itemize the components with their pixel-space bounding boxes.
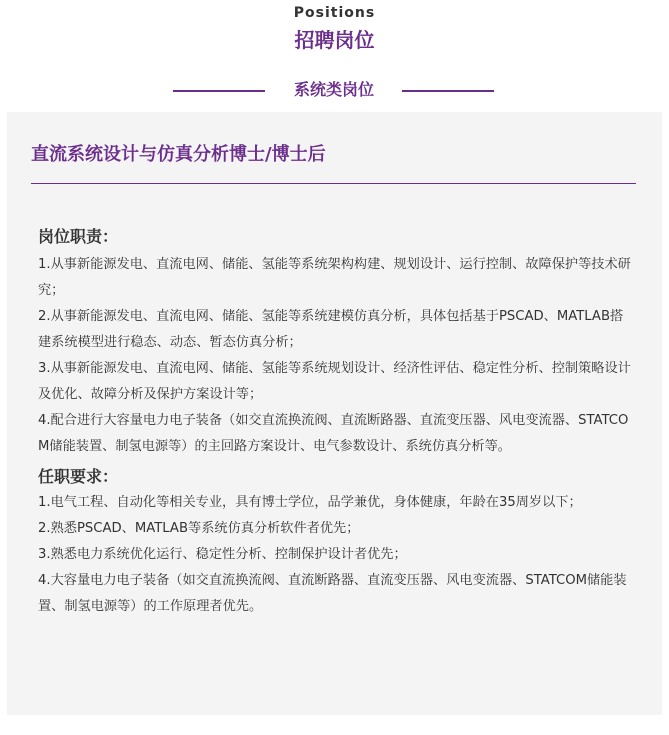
category-label: 系统类岗位 bbox=[293, 80, 374, 99]
category-heading bbox=[0, 78, 669, 102]
requirement-item: 1.电气工程、自动化等相关专业，具有博士学位，品学兼优，身体健康，年龄在35周岁以下； bbox=[38, 495, 582, 510]
header-title-cn: 招聘岗位 bbox=[294, 28, 375, 52]
requirement-item: 2.熟悉PSCAD、MATLAB等系统仿真分析软件者优先； bbox=[38, 521, 360, 536]
header-title-en: Positions bbox=[293, 5, 376, 21]
duties-section bbox=[38, 224, 636, 460]
requirement-item: 4.大容量电力电子装备（如交直流换流阀、直流断路器、直流变压器、风电变流器、STATCOM储能装置、制氢电源等）的工作原理者优先。 bbox=[38, 573, 627, 614]
duties-heading: 岗位职责： bbox=[38, 227, 119, 246]
duty-item: 1.从事新能源发电、直流电网、储能、氢能等系统架构构建、规划设计、运行控制、故障保护等技术研究； bbox=[38, 257, 631, 298]
job-content bbox=[38, 224, 636, 620]
requirement-item: 3.熟悉电力系统优化运行、稳定性分析、控制保护设计者优先； bbox=[38, 547, 407, 562]
job-card bbox=[7, 112, 662, 715]
requirements-heading: 任职要求： bbox=[38, 467, 119, 486]
category-right-divider bbox=[402, 90, 494, 92]
job-title: 直流系统设计与仿真分析博士/博士后 bbox=[31, 144, 326, 165]
duty-item: 4.配合进行大容量电力电子装备（如交直流换流阀、直流断路器、直流变压器、风电变流器、STATCOM储能装置、制氢电源等）的主回路方案设计、电气参数设计、系统仿真分析等。 bbox=[38, 413, 629, 454]
duty-item: 3.从事新能源发电、直流电网、储能、氢能等系统规划设计、经济性评估、稳定性分析、控制策略设计及优化、故障分析及保护方案设计等； bbox=[38, 361, 631, 402]
duty-item: 2.从事新能源发电、直流电网、储能、氢能等系统建模仿真分析，具体包括基于PSCAD、MATLAB搭建系统模型进行稳态、动态、暂态仿真分析； bbox=[38, 309, 624, 350]
job-title-divider bbox=[31, 183, 636, 184]
requirements-section bbox=[38, 464, 636, 620]
category-left-divider bbox=[173, 90, 265, 92]
